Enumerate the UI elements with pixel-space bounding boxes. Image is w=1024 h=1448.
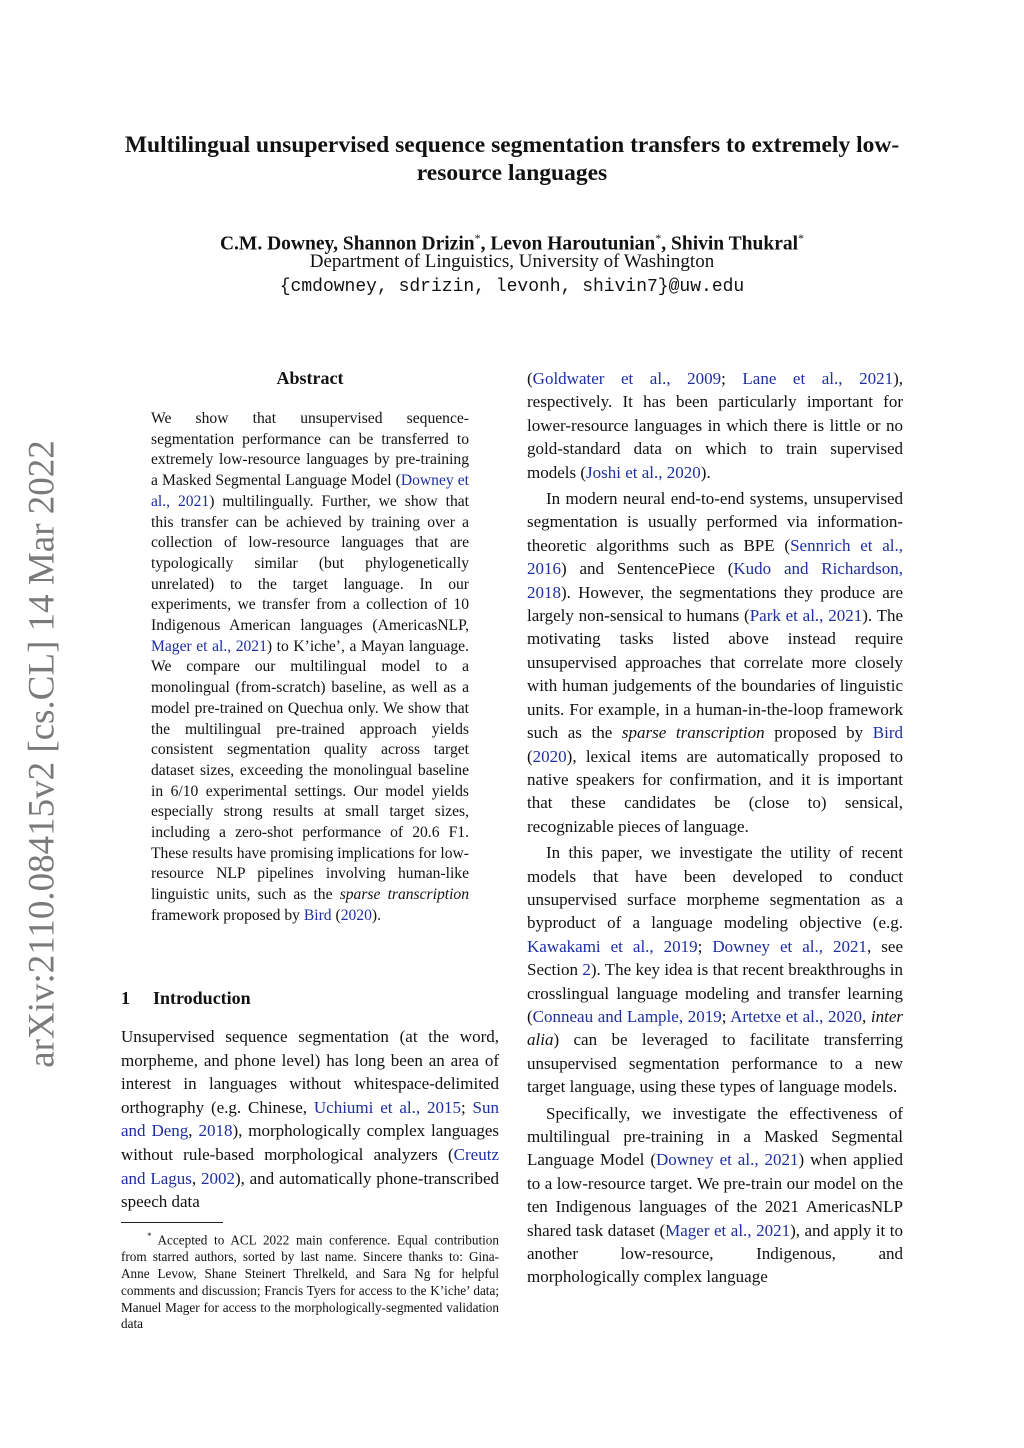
citation-link[interactable]: 2020 xyxy=(340,906,372,924)
section-heading xyxy=(121,986,251,1010)
author-downey: C.M. Downey, xyxy=(219,233,343,255)
citation-link[interactable]: Bird xyxy=(303,906,332,924)
citation-link[interactable]: 2020 xyxy=(532,746,567,766)
section-link[interactable]: 2 xyxy=(582,960,591,980)
citation-link[interactable]: Uchiumi et al., 2015 xyxy=(313,1097,461,1117)
citation-link[interactable]: Downey et al., 2021 xyxy=(712,936,868,956)
equal-contribution-mark: * xyxy=(655,231,662,245)
abstract-heading: Abstract xyxy=(276,368,344,388)
intro-right-column xyxy=(527,367,903,1292)
equal-contribution-mark: * xyxy=(474,231,481,245)
paragraph: (Goldwater et al., 2009; Lane et al., 2021), respectively. It has been particularly important for lower-resource languages in which there is little or no gold-standard data on which to train supervised models (Joshi et al., 2020). xyxy=(527,369,903,482)
citation-link[interactable]: 2002 xyxy=(200,1168,235,1188)
paper-title: Multilingual unsupervised sequence segmentation transfers to extremely low-resource languages xyxy=(124,132,900,186)
equal-contribution-mark: * xyxy=(798,231,805,245)
arxiv-stamp-text: arXiv:2110.08415v2 [cs.CL] 14 Mar 2022 xyxy=(21,440,63,1068)
footnote-mark: * xyxy=(147,1231,152,1241)
citation-link[interactable]: Sennrich et al., 2016 xyxy=(527,535,904,579)
author-haroutunian: , Levon Haroutunian xyxy=(480,233,656,255)
affiliation: Department of Linguistics, University of Washington xyxy=(309,251,715,272)
paragraph: Specifically, we investigate the effectiveness of multilingual pre-training in a Masked Segmental Language Model (Downey et al., 2021) when applied to a low-resource target. We pre-train our model on the ten Indigenous languages of the 2021 AmericasNLP shared task dataset (Mager et al., 2021), and apply it to another low-resource, Indigenous, and morphologically complex language xyxy=(527,1103,903,1287)
citation-link[interactable]: Downey et al., 2021 xyxy=(656,1150,799,1170)
citation-link[interactable]: Kawakami et al., 2019 xyxy=(527,936,698,956)
footnote-divider xyxy=(121,1222,223,1223)
author-drizin: Shannon Drizin xyxy=(342,233,475,255)
citation-link[interactable]: Downey et al., 2021 xyxy=(151,472,469,510)
section-title: Introduction xyxy=(153,988,251,1008)
citation-link[interactable]: Kudo and Richardson, 2018 xyxy=(527,559,903,602)
intro-left-column: Unsupervised sequence segmentation (at the word, morpheme, and phone level) has long been an area of interest in languages without whitespace-delimited orthography (e.g. Chinese, Uchiumi et al., 2015; Sun and Deng, 2018), morphologically complex languages without rule-based morphological analyzers (Creutz and Lagus, 2002), and automatically phone-transcribed speech data xyxy=(121,1027,500,1212)
citation-link[interactable]: 2018 xyxy=(198,1121,233,1141)
citation-link[interactable]: Mager et al., 2021 xyxy=(151,637,267,655)
citation-link[interactable]: Artetxe et al., 2020 xyxy=(730,1006,863,1026)
footnote xyxy=(121,1228,499,1333)
section-number: 1 xyxy=(121,988,130,1008)
author-thukral: , Shivin Thukral xyxy=(661,233,799,255)
citation-link[interactable]: Park et al., 2021 xyxy=(749,606,863,626)
author-emails: {cmdowney, sdrizin, levonh, shivin7}@uw.edu xyxy=(279,277,745,297)
citation-link[interactable]: Creutz and Lagus xyxy=(121,1144,499,1188)
paragraph: In modern neural end-to-end systems, unsupervised segmentation is usually performed via information-theoretic algorithms such as BPE (Sennrich et al., 2016) and SentencePiece (Kudo and Richardson, 2018). However, the segmentations they produce are largely non-sensical to humans (Park et al., 2021). The motivating tasks listed above instead require unsupervised approaches that correlate more closely with human judgements of the boundaries of linguistic units. For example, in a human-in-the-loop framework such as the sparse transcription proposed by Bird (2020), lexical items are automatically proposed to native speakers for confirmation, and it is important that these candidates be (close to) sensical, recognizable pieces of language. xyxy=(527,489,904,836)
citation-link[interactable]: Bird xyxy=(872,723,903,743)
citation-link[interactable]: Sun and Deng xyxy=(121,1097,499,1141)
arxiv-stamp xyxy=(21,440,63,1068)
footnote-text: Accepted to ACL 2022 main conference. Equal contribution from starred authors, sorted by last name. Sincere thanks to: Gina-Anne Levow, Shane Steinert Threlkeld, and Sara Ng for helpful comments and discussion; Francis Tyers for access to the K’iche’ data; Manuel Mager for access to the morphologically-segmented validation data xyxy=(121,1232,499,1332)
abstract-body: We show that unsupervised sequence-segmentation performance can be transferred to extremely low-resource languages by pre-training a Masked Segmental Language Model (Downey et al., 2021) multilingually. Further, we show that this transfer can be achieved by training over a collection of low-resource languages that are typologically similar (but phylogenetically unrelated) to the target language. In our experiments, we transfer from a collection of 10 Indigenous American languages (AmericasNLP, Mager et al., 2021) to K’iche’, a Mayan language. We compare our multilingual model to a monolingual (from-scratch) baseline, as well as a model pre-trained on Quechua only. We show that the multilingual pre-trained approach yields consistent segmentation quality across target dataset sizes, exceeding the monolingual baseline in 6/10 experimental settings. Our model yields especially strong results at small target sizes, including a zero-shot performance of 20.6 F1. These results have promising implications for low-resource NLP pipelines involving human-like linguistic units, such as the sparse transcription framework proposed by Bird (2020). xyxy=(151,410,470,924)
paragraph: In this paper, we investigate the utility of recent models that have been developed to conduct unsupervised surface morpheme segmentation as a byproduct of a language modeling objective (e.g. Kawakami et al., 2019; Downey et al., 2021, see Section 2). The key idea is that recent breakthroughs in crosslingual language modeling and transfer learning (Conneau and Lample, 2019; Artetxe et al., 2020, inter alia) can be leveraged to facilitate transferring unsupervised segmentation performance to a new target language, using these types of language models. xyxy=(527,843,903,1097)
citation-link[interactable]: Conneau and Lample, 2019 xyxy=(532,1006,722,1026)
citation-link[interactable]: Goldwater et al., 2009 xyxy=(532,369,722,388)
citation-link[interactable]: Mager et al., 2021 xyxy=(665,1220,791,1240)
citation-link[interactable]: Joshi et al., 2020 xyxy=(586,462,701,482)
citation-link[interactable]: Lane et al., 2021 xyxy=(742,369,894,388)
